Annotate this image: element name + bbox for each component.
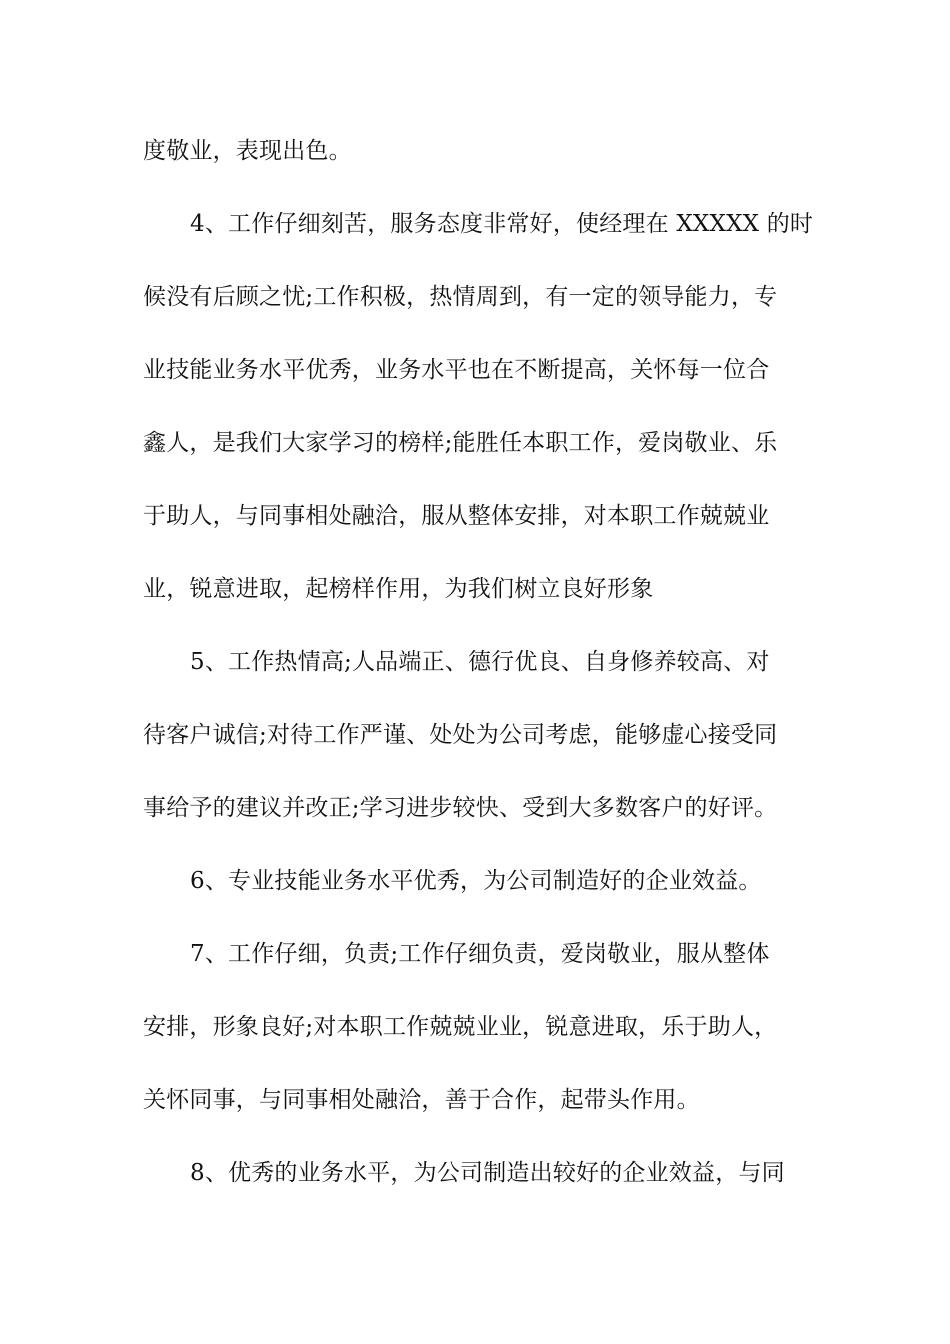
text-line: 鑫人，是我们大家学习的榜样;能胜任本职工作，爱岗敬业、乐 (143, 430, 778, 456)
text-line: 4、工作仔细刻苦，服务态度非常好，使经理在 XXXXX 的时 (190, 211, 814, 237)
text-line: 待客户诚信;对待工作严谨、处处为公司考虑，能够虚心接受同 (143, 722, 778, 748)
text-line: 8、优秀的业务水平，为公司制造出较好的企业效益，与同 (190, 1160, 785, 1186)
text-line: 5、工作热情高;人品端正、德行优良、自身修养较高、对 (190, 649, 770, 675)
text-line: 业，锐意进取，起榜样作用，为我们树立良好形象 (143, 576, 654, 602)
text-line: 度敬业，表现出色。 (143, 138, 352, 164)
text-line: 安排，形象良好;对本职工作兢兢业业，锐意进取，乐于助人， (143, 1014, 778, 1040)
text-line: 7、工作仔细，负责;工作仔细负责，爱岗敬业，服从整体 (190, 941, 770, 967)
text-line: 事给予的建议并改正;学习进步较快、受到大多数客户的好评。 (143, 795, 778, 821)
text-line: 6、专业技能业务水平优秀，为公司制造好的企业效益。 (190, 868, 762, 894)
text-line: 关怀同事，与同事相处融洽，善于合作，起带头作用。 (143, 1087, 700, 1113)
text-line: 业技能业务水平优秀，业务水平也在不断提高，关怀每一位合 (143, 357, 770, 383)
text-line: 候没有后顾之忧;工作积极，热情周到，有一定的领导能力，专 (143, 284, 778, 310)
text-line: 于助人，与同事相处融洽，服从整体安排，对本职工作兢兢业 (143, 503, 770, 529)
